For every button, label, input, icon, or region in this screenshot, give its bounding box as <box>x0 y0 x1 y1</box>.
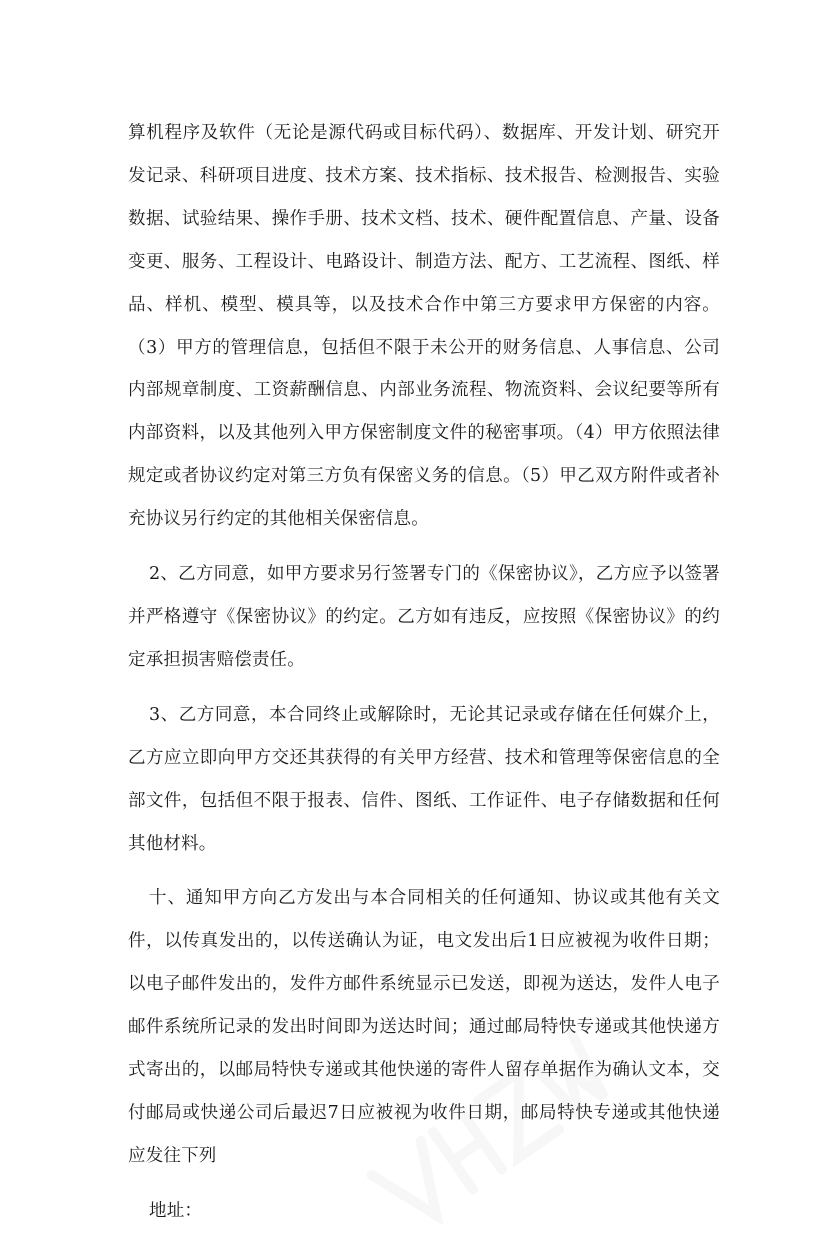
paragraph-address-label: 地址： <box>149 1200 203 1221</box>
paragraph-confidential-info-continuation: 算机程序及软件（无论是源代码或目标代码）、数据库、开发计划、研究开发记录、科研项目进度、技术方案、技术指标、技术报告、检测报告、实验数据、试验结果、操作手册、技术文档、技术、硬件配置信息、产量、设备变更、服务、工程设计、电路设计、制造方法、配方、工艺流程、图纸、样品、样机、模型、模具等，以及技术合作中第三方要求甲方保密的内容。（3）甲方的管理信息，包括但不限于未公开的财务信息、人事信息、公司内部规章制度、工资薪酬信息、内部业务流程、物流资料、会议纪要等所有内部资料，以及其他列入甲方保密制度文件的秘密事项。（4）甲方依照法律规定或者协议约定对第三方负有保密义务的信息。（5）甲乙双方附件或者补充协议另行约定的其他相关保密信息。 <box>128 123 720 530</box>
paragraph-section-10-notice: 十、通知甲方向乙方发出与本合同相关的任何通知、协议或其他有关文件，以传真发出的，以传送确认为证，电文发出后1日应被视为收件日期；以电子邮件发出的，发件方邮件系统显示已发送，即视为送达，发件人电子邮件系统所记录的发出时间即为送达时间；通过邮局特快专递或其他快递方式寄出的，以邮局特快专递或其他快递的寄件人留存单据作为确认文本，交付邮局或快递公司后最迟7日应被视为收件日期，邮局特快专递或其他快递应发往下列 <box>128 888 720 1166</box>
paragraph-clause-3: 3、乙方同意，本合同终止或解除时，无论其记录或存储在任何媒介上，乙方应立即向甲方交还其获得的有关甲方经营、技术和管理等保密信息的全部文件，包括但不限于报表、信件、图纸、工作证件、电子存储数据和任何其他材料。 <box>128 704 720 854</box>
document-body <box>128 112 720 1233</box>
paragraph-clause-2: 2、乙方同意，如甲方要求另行签署专门的《保密协议》，乙方应予以签署并严格遵守《保密协议》的约定。乙方如有违反，应按照《保密协议》的约定承担损害赔偿责任。 <box>128 564 720 670</box>
